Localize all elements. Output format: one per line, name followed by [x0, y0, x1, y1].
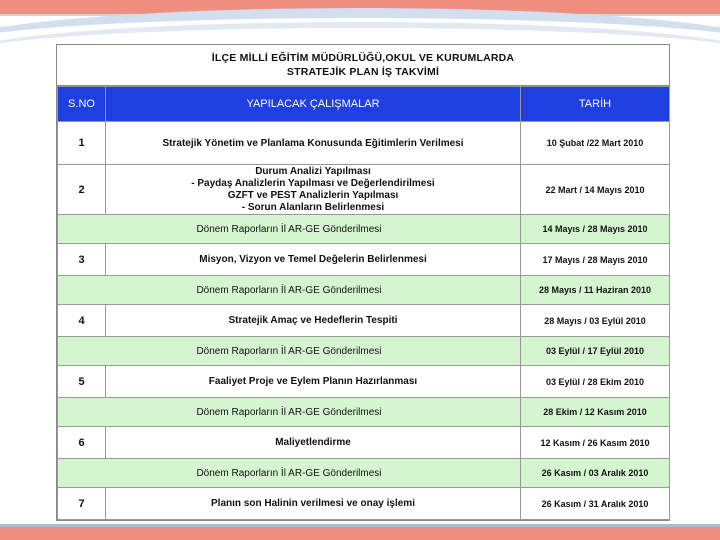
- row-task: [106, 165, 521, 215]
- row-date: 22 Mart / 14 Mayıs 2010: [521, 165, 670, 215]
- row-date: 17 Mayıs / 28 Mayıs 2010: [521, 244, 670, 276]
- row-task: Misyon, Vizyon ve Temel Değelerin Belirlenmesi: [106, 244, 521, 276]
- row-task: Planın son Halinin verilmesi ve onay işlemi: [106, 488, 521, 520]
- row-sno: 2: [58, 165, 106, 215]
- table-row: [58, 122, 670, 165]
- row-sno: 6: [58, 427, 106, 459]
- row-sno: 4: [58, 305, 106, 337]
- report-row: [58, 398, 670, 427]
- schedule-sheet: [56, 44, 670, 521]
- table-header-row: [58, 87, 670, 122]
- report-task: Dönem Raporların İl AR-GE Gönderilmesi: [58, 398, 521, 427]
- table-row: [58, 244, 670, 276]
- row-sno: 1: [58, 122, 106, 165]
- report-task: Dönem Raporların İl AR-GE Gönderilmesi: [58, 337, 521, 366]
- header-date: TARİH: [521, 87, 670, 122]
- task-line: - Sorun Alanların Belirlenmesi: [241, 201, 385, 213]
- schedule-table: [57, 86, 670, 520]
- row-sno: 3: [58, 244, 106, 276]
- report-row: [58, 276, 670, 305]
- report-row: [58, 459, 670, 488]
- task-line: Durum Analizi Yapılması: [255, 165, 371, 177]
- table-row: [58, 165, 670, 215]
- row-task: Faaliyet Proje ve Eylem Planın Hazırlanması: [106, 366, 521, 398]
- header-sno: S.NO: [58, 87, 106, 122]
- report-row: [58, 337, 670, 366]
- row-task: Stratejik Amaç ve Hedeflerin Tespiti: [106, 305, 521, 337]
- table-row: [58, 427, 670, 459]
- table-row: [58, 305, 670, 337]
- row-date: 28 Mayıs / 11 Haziran 2010: [521, 276, 670, 305]
- row-date: 26 Kasım / 31 Aralık 2010: [521, 488, 670, 520]
- row-task: Maliyetlendirme: [106, 427, 521, 459]
- table-row: [58, 366, 670, 398]
- row-sno: 7: [58, 488, 106, 520]
- bottom-decor-band: [0, 527, 720, 540]
- report-task: Dönem Raporların İl AR-GE Gönderilmesi: [58, 276, 521, 305]
- report-row: [58, 215, 670, 244]
- title-line-2: STRATEJİK PLAN İŞ TAKVİMİ: [286, 66, 440, 78]
- report-task: Dönem Raporların İl AR-GE Gönderilmesi: [58, 459, 521, 488]
- row-date: 03 Eylül / 17 Eylül 2010: [521, 337, 670, 366]
- report-task: Dönem Raporların İl AR-GE Gönderilmesi: [58, 215, 521, 244]
- row-date: 26 Kasım / 03 Aralık 2010: [521, 459, 670, 488]
- task-line: - Paydaş Analizlerin Yapılması ve Değerlendirilmesi: [191, 177, 435, 189]
- table-row: [58, 488, 670, 520]
- row-sno: 5: [58, 366, 106, 398]
- row-date: 28 Mayıs / 03 Eylül 2010: [521, 305, 670, 337]
- document-title: [57, 45, 669, 86]
- row-date: 12 Kasım / 26 Kasım 2010: [521, 427, 670, 459]
- row-date: 28 Ekim / 12 Kasım 2010: [521, 398, 670, 427]
- row-date: 03 Eylül / 28 Ekim 2010: [521, 366, 670, 398]
- header-task: YAPILACAK ÇALIŞMALAR: [106, 87, 521, 122]
- row-date: 10 Şubat /22 Mart 2010: [521, 122, 670, 165]
- title-line-1: İLÇE MİLLİ EĞİTİM MÜDÜRLÜĞÜ,OKUL VE KURUMLARDA: [211, 52, 515, 64]
- row-task: Stratejik Yönetim ve Planlama Konusunda Eğitimlerin Verilmesi: [106, 122, 521, 165]
- row-date: 14 Mayıs / 28 Mayıs 2010: [521, 215, 670, 244]
- task-line: GZFT ve PEST Analizlerin Yapılması: [227, 189, 399, 201]
